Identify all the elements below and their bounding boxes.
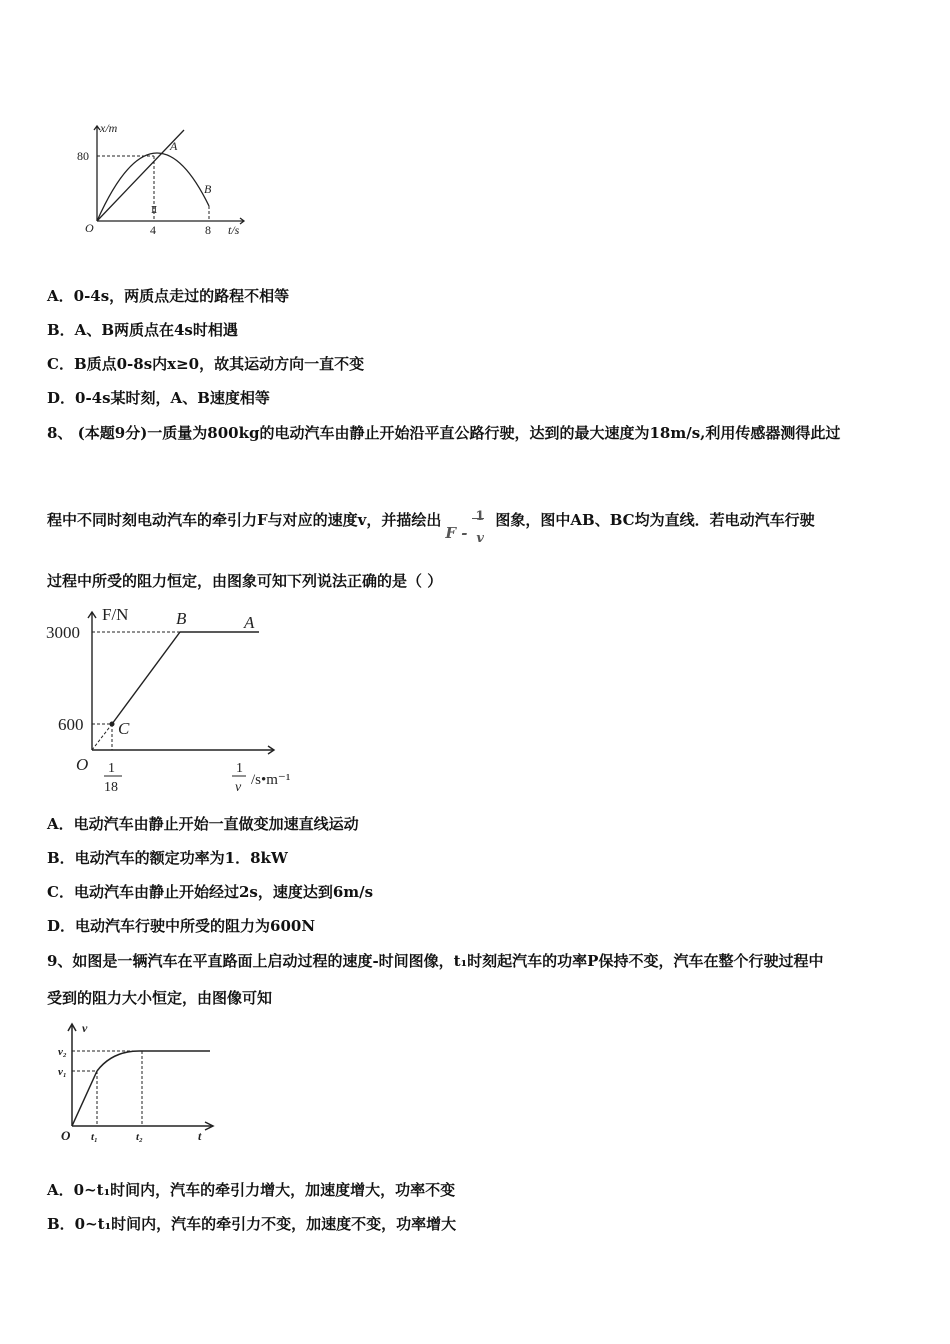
q8-line-1: 8、 (本题9分)一质量为800kg的电动汽车由静止开始沿平直公路行驶，达到的最大速度为18m/s,利用传感器测得此过 <box>47 424 841 442</box>
x-axis-unit: /s•m⁻¹ <box>251 772 291 788</box>
q7-option-a: A．0-4s，两质点走过的路程不相等 <box>47 287 290 305</box>
point-c-label: C <box>118 719 130 738</box>
y-axis-label: v <box>82 1021 88 1035</box>
formula-numerator: 1 <box>475 509 485 524</box>
q8-option-b: B．电动汽车的额定功率为1．8kW <box>47 849 288 867</box>
formula-f: F - <box>445 524 468 542</box>
x-tick-8: 8 <box>205 223 211 237</box>
origin-label: O <box>61 1128 71 1143</box>
q9-option-a: A．0~t₁时间内，汽车的牵引力增大，加速度增大，功率不变 <box>47 1181 456 1199</box>
y-tick-80: 80 <box>77 149 89 163</box>
point-a-label: A <box>170 139 178 153</box>
q8-line-3: 过程中所受的阻力恒定，由图象可知下列说法正确的是（ ） <box>47 572 443 590</box>
q9-line-1: 9、如图是一辆汽车在平直路面上启动过程的速度-时间图像，t₁时刻起汽车的功率P保持不变，汽车在整个行驶过程中 <box>47 952 824 970</box>
x-axis-denominator: v <box>235 780 242 795</box>
figure-f-v-graph <box>44 600 314 800</box>
y-tick-600: 600 <box>58 715 84 734</box>
point-c-dot <box>110 722 115 727</box>
x-axis-label: t <box>198 1129 202 1143</box>
y-axis-label: x/m <box>100 121 118 135</box>
q8-line-2-before: 程中不同时刻电动汽车的牵引力F与对应的速度v，并描绘出 <box>47 511 442 529</box>
guide-origin <box>92 724 112 750</box>
x-axis-numerator: 1 <box>236 761 243 776</box>
x-tick-denominator: 18 <box>104 780 118 795</box>
y-tick-3000: 3000 <box>46 623 80 642</box>
line-acceleration <box>72 1071 97 1126</box>
point-b-label: B <box>176 609 187 628</box>
q8-line-2 <box>47 500 815 546</box>
q7-option-d: D．0-4s某时刻，A、B速度相等 <box>47 389 270 407</box>
q9-option-b: B．0~t₁时间内，汽车的牵引力不变，加速度不变，功率增大 <box>47 1215 457 1233</box>
y-axis-label: F/N <box>102 605 129 624</box>
v2-label: v₂ <box>58 1046 67 1058</box>
origin-label: O <box>76 755 89 774</box>
q7-option-b: B．A、B两质点在4s时相遇 <box>47 321 238 339</box>
q7-option-c: C．B质点0-8s内x≥0，故其运动方向一直不变 <box>47 355 365 373</box>
formula-denominator: v <box>476 531 484 546</box>
q8-line-2-after: 图象，图中AB、BC均为直线．若电动汽车行驶 <box>495 511 815 529</box>
origin-label: O <box>85 221 94 235</box>
formula-f-over-v <box>443 501 493 546</box>
q8-option-d: D．电动汽车行驶中所受的阻力为600N <box>47 917 316 935</box>
q9-line-2: 受到的阻力大小恒定，由图像可知 <box>47 989 273 1007</box>
figure-vt-graph <box>55 1018 220 1148</box>
point-a-label: A <box>244 613 255 632</box>
curve-constant-power <box>97 1051 142 1071</box>
x-axis-label: t/s <box>228 223 240 237</box>
v1-label: v₁ <box>58 1066 67 1078</box>
x-tick-numerator: 1 <box>108 761 115 776</box>
q8-option-a: A．电动汽车由静止开始一直做变加速直线运动 <box>47 815 359 833</box>
mark-label: Ⅱ <box>151 205 158 215</box>
figure-xt-graph <box>72 118 262 243</box>
x-tick-4: 4 <box>150 223 156 237</box>
t2-label: t₂ <box>136 1131 143 1143</box>
t1-label: t₁ <box>91 1131 98 1143</box>
point-b-label: B <box>204 182 212 196</box>
line-bc <box>112 632 180 724</box>
q8-option-c: C．电动汽车由静止开始经过2s，速度达到6m/s <box>47 883 374 901</box>
